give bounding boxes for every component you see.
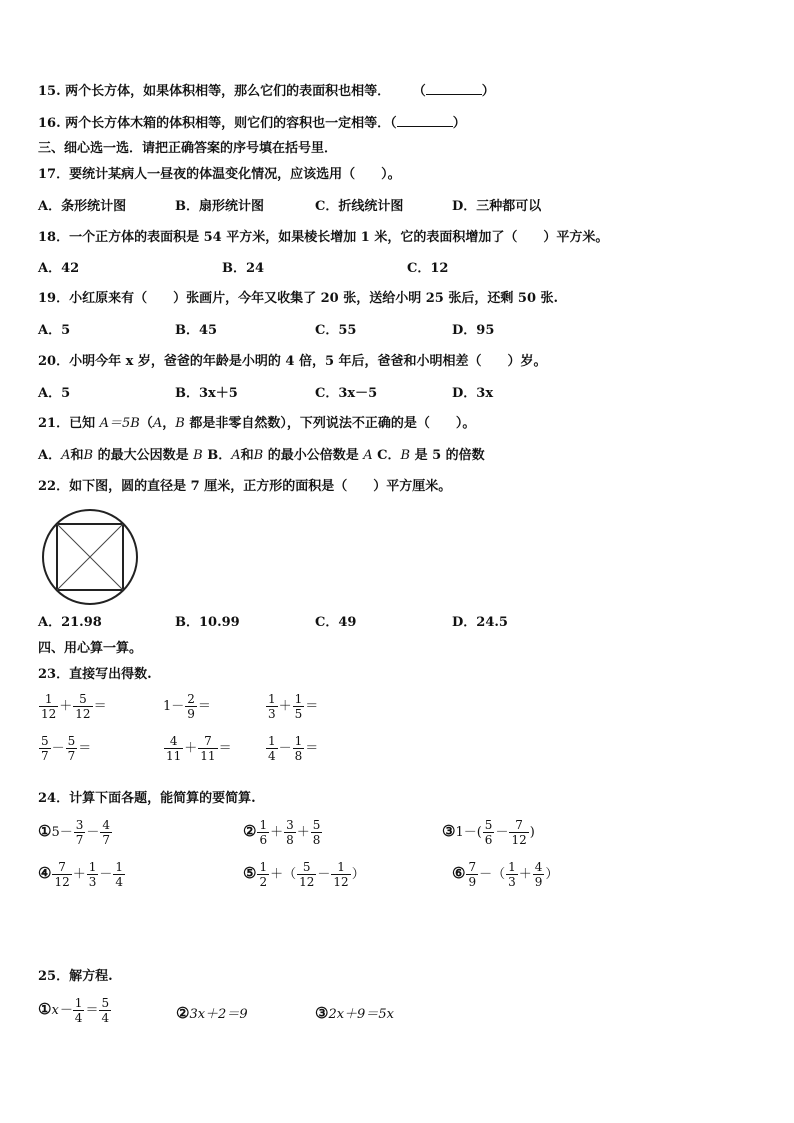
numerator: 5 (297, 860, 316, 875)
q15-open-paren: （ (412, 84, 426, 99)
q21-c-var1: B (400, 448, 411, 463)
numerator: 2 (187, 692, 195, 706)
operator: ＋ (270, 825, 284, 840)
q20-stem: 20．小明今年 x 岁，爸爸的年龄是小明的 4 倍，5 年后，爸爸和小明相差（ ）岁。 (38, 354, 547, 369)
q21-b-var2: B (253, 448, 264, 463)
question-15 (38, 82, 495, 101)
q21-b-var3: A (363, 448, 373, 463)
fraction (284, 818, 296, 847)
suffix: ） (545, 867, 559, 882)
numerator: 1 (259, 860, 268, 874)
denominator: 9 (187, 707, 195, 721)
q19-stem: 19．小红原来有（ ）张画片，今年又收集了 20 张，送给小明 25 张后，还剩 50 张. (38, 291, 559, 306)
numerator: 1 (331, 860, 350, 875)
fraction (311, 818, 323, 847)
denominator: 9 (468, 875, 477, 889)
q21-open-paren: （ (139, 416, 153, 431)
numerator: 1 (74, 996, 83, 1010)
q23-expr-5 (163, 734, 232, 763)
equals: ＝ (305, 699, 319, 714)
fraction (66, 734, 78, 763)
denominator: 12 (333, 875, 349, 889)
q22-option-c[interactable]: C．49 (315, 615, 357, 630)
suffix: ) (529, 825, 535, 840)
q21-b-text: 的最小公倍数是 (263, 448, 364, 463)
denominator: 7 (67, 749, 76, 763)
fraction (293, 692, 305, 721)
q24-problem-6 (452, 860, 558, 889)
fraction (509, 818, 528, 847)
equals: ＝ (85, 1003, 99, 1018)
numerator: 5 (484, 818, 493, 832)
numerator: 1 (294, 734, 303, 748)
section-3-heading: 三、细心选一选．请把正确答案的序号填在括号里． (38, 141, 338, 156)
q21-a-and: 和 (70, 448, 84, 463)
q25-equation-2 (176, 1005, 248, 1023)
operator: ＋（ (270, 867, 297, 882)
denominator: 6 (484, 833, 493, 847)
q16-number: 16. (38, 116, 61, 131)
numerator: 5 (67, 734, 76, 748)
denominator: 12 (54, 875, 70, 889)
equals: ＝ (93, 699, 107, 714)
section-4-heading: 四、用心算一算。 (38, 641, 143, 656)
numerator: 7 (509, 818, 528, 833)
circled-number: ② (243, 822, 257, 840)
fraction (113, 860, 125, 889)
operator: － (99, 867, 113, 882)
numerator: 4 (164, 734, 183, 749)
q23-stem: 23．直接写出得数. (38, 667, 152, 682)
q21-option-c-label: C． (372, 448, 401, 463)
denominator: 3 (88, 875, 97, 889)
q21-var-a: A (152, 416, 163, 431)
q15-close-paren: ） (481, 84, 495, 99)
q17-option-d[interactable]: D．三种都可以 (452, 199, 542, 214)
q15-number: 15. (38, 84, 61, 99)
equals: ＝ (78, 741, 92, 756)
operator: ＋ (59, 699, 73, 714)
q24-problem-4 (38, 860, 126, 889)
fraction (331, 860, 350, 889)
circled-number: ⑤ (243, 864, 257, 882)
q20-option-d[interactable]: D．3x (452, 386, 494, 401)
prefix: x－ (51, 1003, 72, 1018)
equation-text: 3x＋2＝9 (189, 1007, 248, 1022)
q18-option-a[interactable]: A．42 (38, 261, 80, 276)
q20-option-b[interactable]: B．3x＋5 (175, 386, 238, 401)
denominator: 4 (268, 749, 276, 763)
numerator: 1 (259, 818, 268, 832)
fraction (99, 996, 111, 1025)
fraction (73, 996, 85, 1025)
q19-option-c[interactable]: C．55 (315, 323, 357, 338)
operator: ＋ (296, 825, 310, 840)
fraction (73, 692, 92, 721)
fraction (185, 692, 197, 721)
numerator: 5 (73, 692, 92, 707)
denominator: 7 (75, 833, 84, 847)
equals: ＝ (305, 741, 319, 756)
q19-option-d[interactable]: D．95 (452, 323, 495, 338)
q23-expr-1 (38, 692, 107, 721)
q17-option-b[interactable]: B．扇形统计图 (175, 199, 264, 214)
denominator: 12 (299, 875, 315, 889)
operator: ＋ (72, 867, 86, 882)
q21-equation: A＝5B (99, 416, 140, 431)
operator: ＋ (278, 699, 292, 714)
q23-expr-2 (163, 692, 211, 721)
denominator: 3 (508, 875, 516, 889)
operator: －（ (479, 867, 506, 882)
q21-number: 21．已知 (38, 416, 100, 431)
q17-option-a[interactable]: A．条形统计图 (38, 199, 127, 214)
q24-problem-3 (442, 818, 535, 847)
q21-var-b: B (175, 416, 185, 431)
fraction (39, 692, 58, 721)
q16-text: 两个长方体木箱的体积相等，则它们的容积也一定相等． (65, 116, 391, 131)
q21-stem (38, 415, 475, 433)
operator: － (317, 867, 331, 882)
q19-option-a[interactable]: A．5 (38, 323, 71, 338)
numerator: 5 (312, 818, 321, 832)
fraction (198, 734, 217, 763)
prefix: 1－( (455, 825, 482, 840)
numerator: 1 (268, 692, 276, 706)
operator: － (278, 741, 292, 756)
q20-option-c[interactable]: C．3x－5 (315, 386, 378, 401)
numerator: 4 (534, 860, 543, 874)
q25-equation-3 (315, 1005, 394, 1023)
denominator: 12 (511, 833, 527, 847)
fraction (87, 860, 99, 889)
fraction (52, 860, 71, 889)
fraction (297, 860, 316, 889)
fraction (293, 734, 305, 763)
denominator: 12 (41, 707, 57, 721)
fraction (466, 860, 478, 889)
q24-problem-2 (243, 818, 323, 847)
denominator: 2 (259, 875, 268, 889)
operator: ＋ (518, 867, 532, 882)
denominator: 7 (41, 749, 49, 763)
q21-b-var1: A (231, 448, 241, 463)
operator: － (51, 741, 65, 756)
numerator: 3 (286, 818, 294, 832)
fraction (483, 818, 495, 847)
circled-number: ① (38, 822, 52, 840)
q25-stem: 25．解方程. (38, 969, 113, 984)
q21-a-var3: B (193, 448, 203, 463)
fraction (257, 860, 269, 889)
fraction (39, 734, 51, 763)
circled-number: ⑥ (452, 864, 466, 882)
denominator: 6 (259, 833, 268, 847)
q21-c-text: 是 5 的倍数 (410, 448, 485, 463)
equals: ＝ (197, 699, 211, 714)
q21-option-a-label: A． (38, 448, 62, 463)
denominator: 8 (294, 749, 303, 763)
fraction (257, 818, 269, 847)
q18-option-b[interactable]: B．24 (222, 261, 265, 276)
q17-option-c[interactable]: C．折线统计图 (315, 199, 404, 214)
q22-option-b[interactable]: B．10.99 (175, 615, 240, 630)
denominator: 8 (312, 833, 321, 847)
q16-answer-blank[interactable] (397, 114, 453, 127)
fraction (266, 692, 278, 721)
denominator: 11 (166, 749, 182, 763)
q23-expr-3 (265, 692, 318, 721)
operator: － (495, 825, 509, 840)
q22-option-a[interactable]: A．21.98 (38, 615, 102, 630)
suffix: ） (351, 867, 365, 882)
numerator: 1 (294, 692, 303, 706)
circled-number: ① (38, 1000, 52, 1018)
numerator: 5 (41, 734, 49, 748)
q15-text: 两个长方体，如果体积相等，那么它们的表面积也相等． (65, 84, 391, 99)
operator: － (86, 825, 100, 840)
numerator: 1 (88, 860, 97, 874)
q21-a-text: 的最大公因数是 (93, 448, 194, 463)
fraction (100, 818, 112, 847)
numerator: 1 (268, 734, 276, 748)
denominator: 9 (534, 875, 543, 889)
circled-number: ③ (315, 1004, 329, 1022)
q21-comma: ， (162, 416, 176, 431)
q17-stem: 17．要统计某病人一昼夜的体温变化情况，应该选用（ ）。 (38, 167, 401, 182)
denominator: 3 (268, 707, 276, 721)
fraction (266, 734, 278, 763)
prefix: 1－ (163, 699, 185, 714)
numerator: 7 (52, 860, 71, 875)
circled-number: ② (176, 1004, 190, 1022)
q18-option-c[interactable]: C．12 (407, 261, 449, 276)
numerator: 5 (101, 996, 110, 1010)
numerator: 1 (39, 692, 58, 707)
q21-a-var1: A (61, 448, 71, 463)
q21-options[interactable] (38, 447, 485, 465)
equation-text: 2x＋9＝5x (328, 1007, 394, 1022)
q20-option-a[interactable]: A．5 (38, 386, 71, 401)
q21-a-var2: B (83, 448, 94, 463)
q22-stem: 22．如下图，圆的直径是 7 厘米，正方形的面积是（ ）平方厘米。 (38, 479, 452, 494)
question-16 (38, 114, 466, 133)
denominator: 7 (102, 833, 111, 847)
denominator: 4 (101, 1011, 110, 1025)
q24-problem-5 (243, 860, 365, 889)
denominator: 12 (75, 707, 91, 721)
numerator: 1 (115, 860, 124, 874)
q21-b-and: 和 (240, 448, 254, 463)
operator: ＋ (184, 741, 198, 756)
denominator: 5 (294, 707, 303, 721)
numerator: 7 (198, 734, 217, 749)
q15-answer-blank[interactable] (426, 82, 482, 95)
denominator: 11 (200, 749, 216, 763)
q24-problem-1 (38, 818, 113, 847)
q23-expr-4 (38, 734, 91, 763)
q16-close-paren: ） (452, 116, 466, 131)
q19-option-b[interactable]: B．45 (175, 323, 218, 338)
fraction (506, 860, 518, 889)
q21-option-b-label: B． (202, 448, 232, 463)
prefix: 5－ (51, 825, 73, 840)
q23-expr-6 (265, 734, 318, 763)
q18-stem: 18．一个正方体的表面积是 54 平方米，如果棱长增加 1 米，它的表面积增加了（ ）平方米。 (38, 230, 609, 245)
fraction (74, 818, 86, 847)
fraction (164, 734, 183, 763)
numerator: 4 (102, 818, 111, 832)
q22-option-d[interactable]: D．24.5 (452, 615, 508, 630)
q24-stem: 24．计算下面各题，能简算的要简算. (38, 791, 256, 806)
numerator: 3 (75, 818, 84, 832)
q21-tail: 都是非零自然数），下列说法不正确的是（ ）。 (184, 416, 476, 431)
circle-square-figure (40, 507, 140, 607)
denominator: 4 (74, 1011, 83, 1025)
equals: ＝ (218, 741, 232, 756)
fraction (533, 860, 545, 889)
q16-open-paren: （ (390, 116, 397, 131)
numerator: 1 (508, 860, 516, 874)
denominator: 4 (115, 875, 124, 889)
denominator: 8 (286, 833, 294, 847)
numerator: 7 (468, 860, 477, 874)
circled-number: ③ (442, 822, 456, 840)
circled-number: ④ (38, 864, 52, 882)
q25-equation-1 (38, 996, 112, 1025)
